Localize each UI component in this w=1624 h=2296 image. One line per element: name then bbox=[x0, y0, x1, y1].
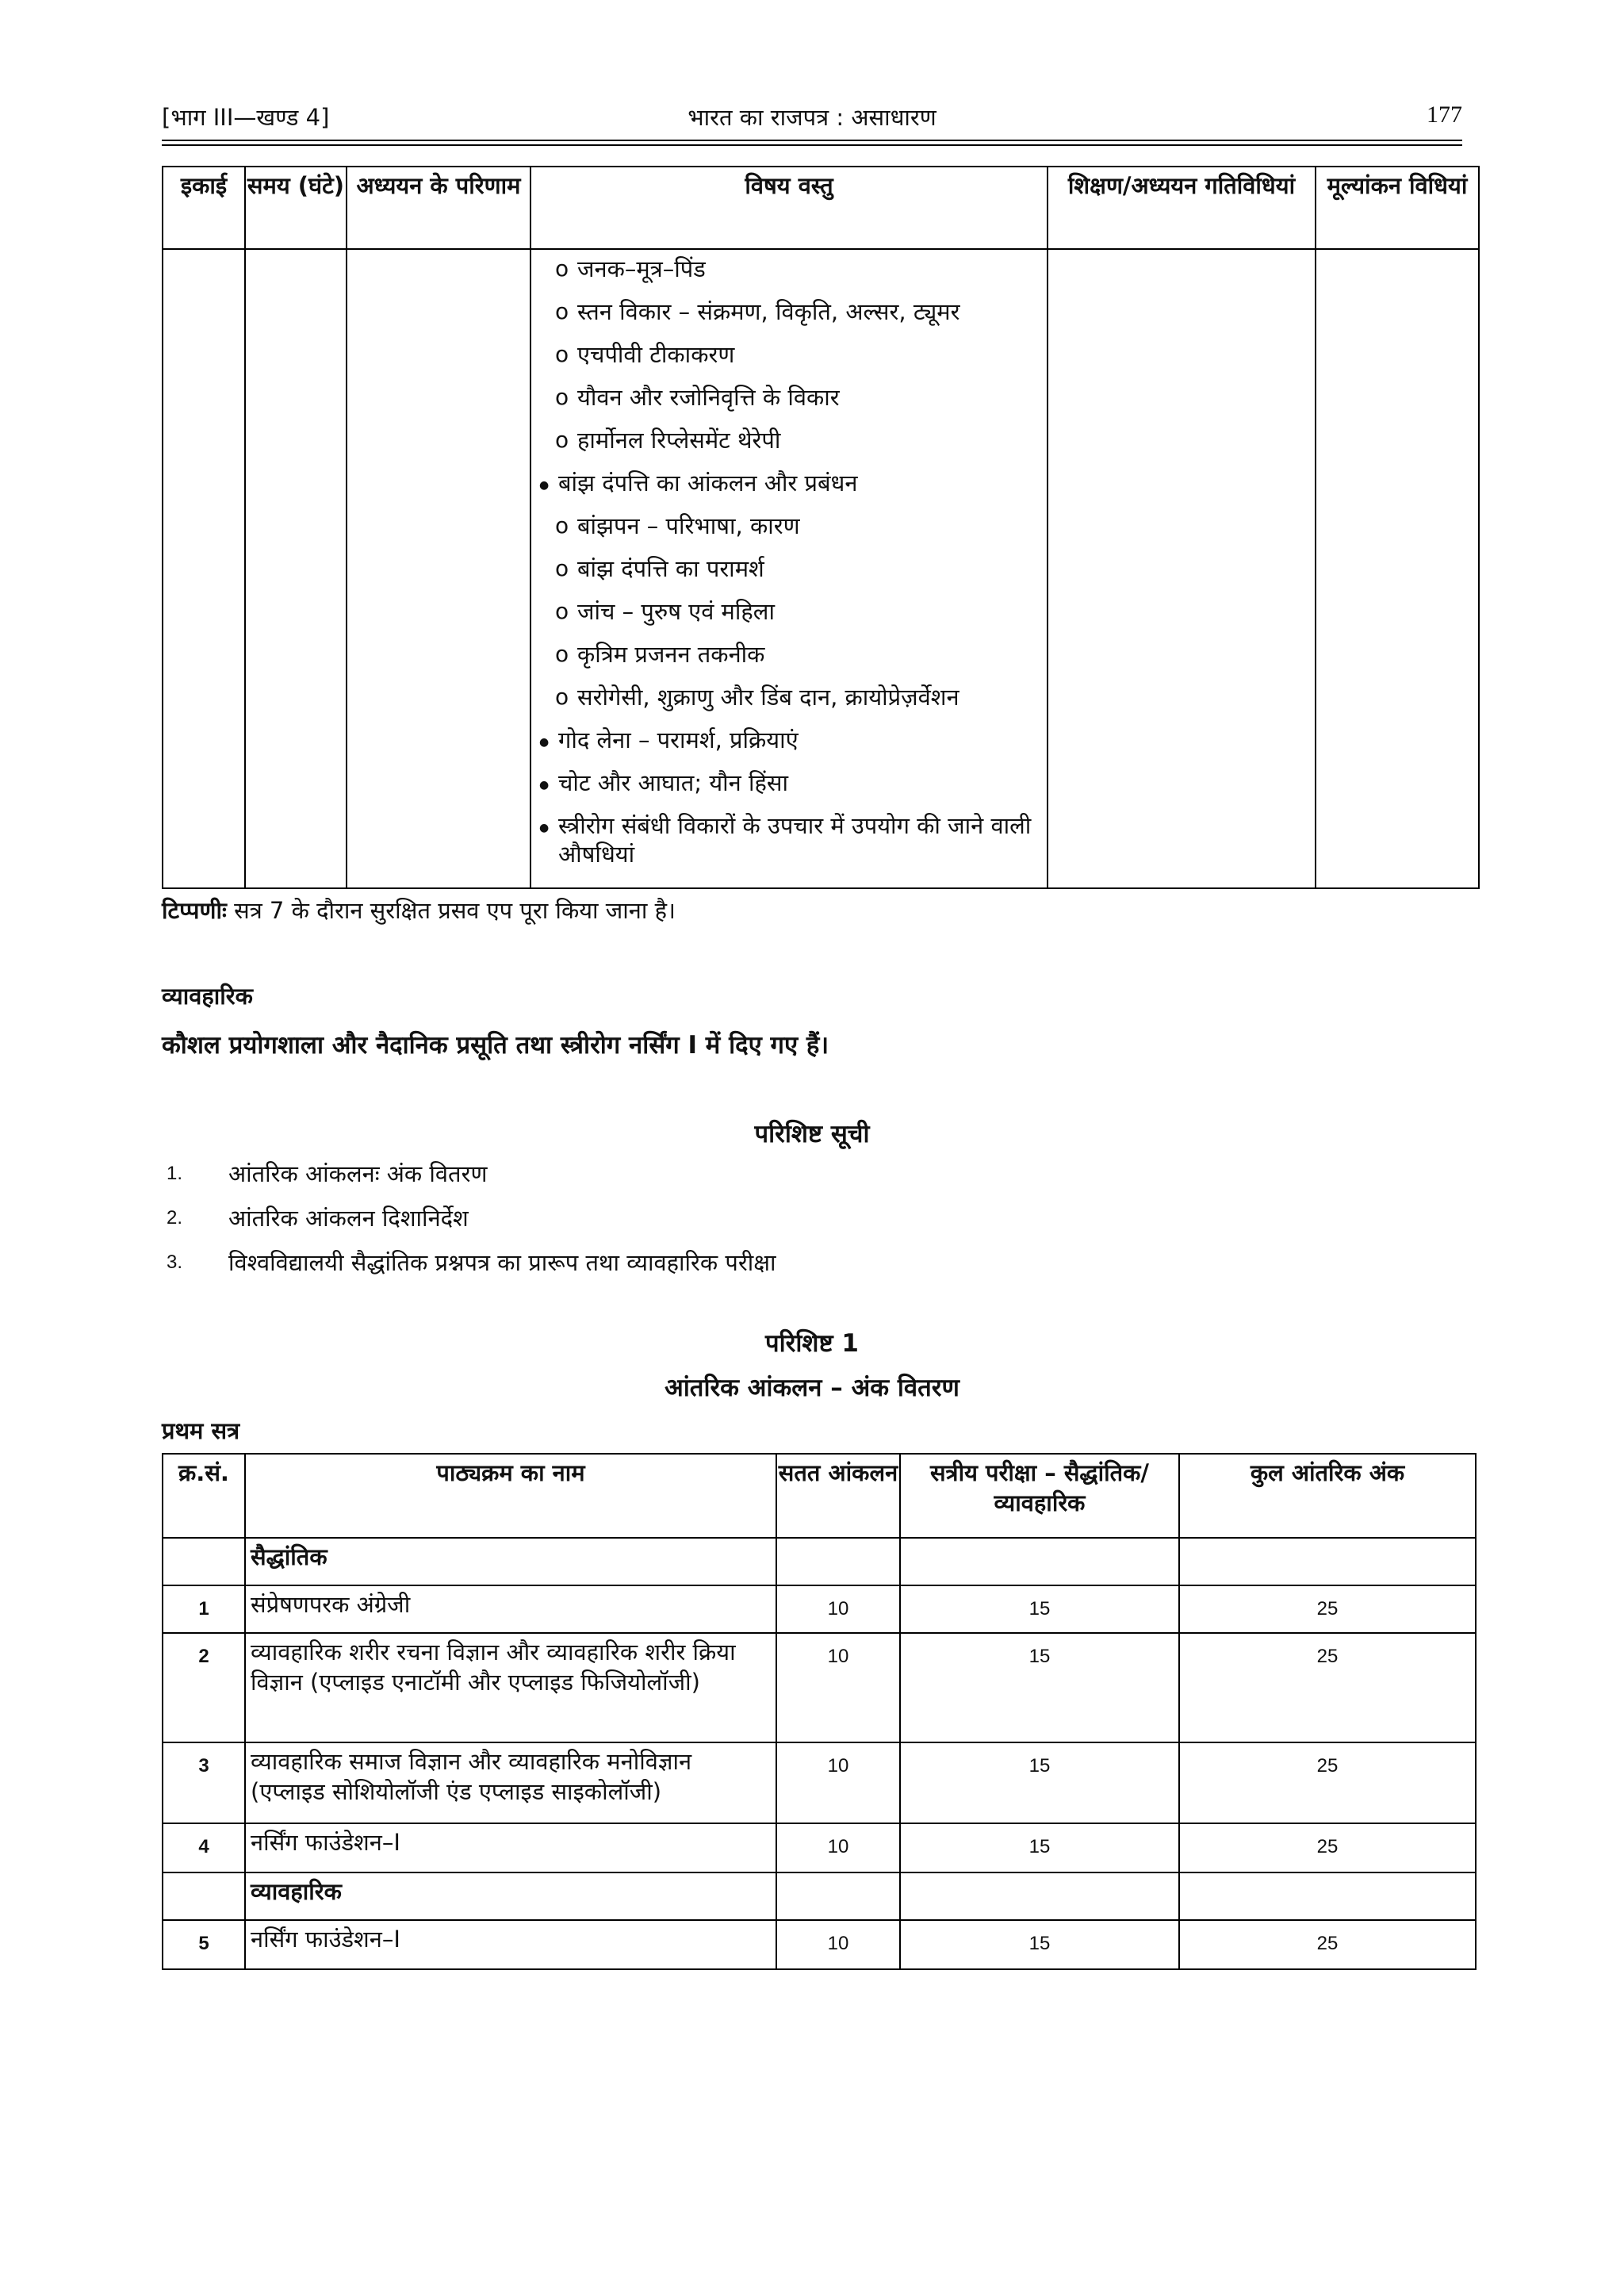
course-name-cell: व्यावहारिक समाज विज्ञान और व्यावहारिक मनोविज्ञान (एप्लाइड सोशियोलॉजी एंड एप्लाइड साइकोलॉजी) bbox=[245, 1742, 776, 1823]
header-part-section: [भाग III—खण्ड 4] bbox=[162, 104, 330, 131]
serial-cell: 3 bbox=[163, 1742, 245, 1823]
course-name-cell: नर्सिंग फाउंडेशन–I bbox=[245, 1920, 776, 1969]
activities-cell bbox=[1048, 249, 1316, 888]
col-header-sessional-exam: सत्रीय परीक्षा – सैद्धांतिक/व्यावहारिक bbox=[900, 1454, 1179, 1538]
table-row bbox=[163, 1742, 1476, 1823]
content-sub-item: o बांझ दंपत्ति का परामर्श bbox=[538, 554, 1040, 583]
empty-cell bbox=[900, 1538, 1179, 1585]
running-header bbox=[162, 102, 1462, 133]
total-marks-cell: 25 bbox=[1179, 1633, 1476, 1742]
content-sub-item: o हार्मोनल रिप्लेसमेंट थेरेपी bbox=[538, 426, 1040, 454]
col-header-unit: इकाई bbox=[163, 167, 245, 249]
continuous-assessment-cell: 10 bbox=[776, 1633, 900, 1742]
table-row bbox=[163, 1633, 1476, 1742]
unit-cell bbox=[163, 249, 245, 888]
section-label-practical: व्यावहारिक bbox=[245, 1872, 776, 1920]
table-row bbox=[163, 1823, 1476, 1872]
content-bullet-item: ● स्त्रीरोग संबंधी विकारों के उपचार में उपयोग की जाने वाली औषधियां bbox=[538, 811, 1040, 868]
course-name-cell: व्यावहारिक शरीर रचना विज्ञान और व्यावहारिक शरीर क्रिया विज्ञान (एप्लाइड एनाटॉमी और एप्लाइड फिजियोलॉजी) bbox=[245, 1633, 776, 1742]
empty-cell bbox=[776, 1872, 900, 1920]
empty-cell bbox=[1179, 1872, 1476, 1920]
col-header-continuous-assessment: सतत आंकलन bbox=[776, 1454, 900, 1538]
total-marks-cell: 25 bbox=[1179, 1742, 1476, 1823]
col-header-course-name: पाठ्यक्रम का नाम bbox=[245, 1454, 776, 1538]
content-bullet-item: ● चोट और आघात; यौन हिंसा bbox=[538, 769, 1040, 797]
empty-cell bbox=[163, 1538, 245, 1585]
content-sub-item: o बांझपन – परिभाषा, कारण bbox=[538, 512, 1040, 540]
empty-cell bbox=[776, 1538, 900, 1585]
content-sub-item: o जनक–मूत्र–पिंड bbox=[538, 255, 1040, 283]
col-header-total-internal: कुल आंतरिक अंक bbox=[1179, 1454, 1476, 1538]
continuous-assessment-cell: 10 bbox=[776, 1742, 900, 1823]
serial-cell: 4 bbox=[163, 1823, 245, 1872]
list-item-text: आंतरिक आंकलन दिशानिर्देश bbox=[228, 1205, 469, 1232]
practical-text: कौशल प्रयोगशाला और नैदानिक प्रसूति तथा स्त्रीरोग नर्सिंग I में दिए गए हैं। bbox=[162, 1031, 829, 1060]
col-header-content: विषय वस्तु bbox=[530, 167, 1048, 249]
section-row-theory bbox=[163, 1538, 1476, 1585]
content-bullet-item: ● बांझ दंपत्ति का आंकलन और प्रबंधन bbox=[538, 469, 1040, 497]
syllabus-header-row bbox=[163, 167, 1479, 249]
serial-cell: 2 bbox=[163, 1633, 245, 1742]
content-sub-item: o एचपीवी टीकाकरण bbox=[538, 340, 1040, 369]
continuous-assessment-cell: 10 bbox=[776, 1585, 900, 1633]
continuous-assessment-cell: 10 bbox=[776, 1920, 900, 1969]
practical-heading: व्यावहारिक bbox=[162, 983, 253, 1010]
col-header-assessment: मूल्यांकन विधियां bbox=[1316, 167, 1479, 249]
note bbox=[162, 895, 676, 926]
header-gazette-title: भारत का राजपत्र : असाधारण bbox=[688, 104, 936, 131]
list-item-text: विश्वविद्यालयी सैद्धांतिक प्रश्नपत्र का प्रारूप तथा व्यावहारिक परीक्षा bbox=[228, 1249, 776, 1276]
marks-header-row bbox=[163, 1454, 1476, 1538]
outcomes-cell bbox=[347, 249, 530, 888]
table-row bbox=[163, 1920, 1476, 1969]
col-header-outcomes: अध्ययन के परिणाम bbox=[347, 167, 530, 249]
time-cell bbox=[245, 249, 347, 888]
empty-cell bbox=[900, 1872, 1179, 1920]
note-text: सत्र 7 के दौरान सुरक्षित प्रसव एप पूरा किया जाना है। bbox=[226, 897, 676, 924]
content-sub-item: o स्तन विकार – संक्रमण, विकृति, अल्सर, ट्यूमर bbox=[538, 297, 1040, 326]
sessional-exam-cell: 15 bbox=[900, 1633, 1179, 1742]
continuous-assessment-cell: 10 bbox=[776, 1823, 900, 1872]
marks-table bbox=[162, 1453, 1477, 1970]
sessional-exam-cell: 15 bbox=[900, 1742, 1179, 1823]
col-header-time: समय (घंटे) bbox=[245, 167, 347, 249]
serial-cell: 1 bbox=[163, 1585, 245, 1633]
col-header-serial: क्र.सं. bbox=[163, 1454, 245, 1538]
assessment-cell bbox=[1316, 249, 1479, 888]
appendix-title: परिशिष्ट 1 bbox=[765, 1329, 859, 1358]
total-marks-cell: 25 bbox=[1179, 1823, 1476, 1872]
syllabus-content-row bbox=[163, 249, 1479, 888]
content-sub-item: o सरोगेसी, शुक्राणु और डिंब दान, क्रायोप्रेज़र्वेशन bbox=[538, 683, 1040, 711]
list-item-number: 1. bbox=[167, 1163, 183, 1184]
sessional-exam-cell: 15 bbox=[900, 1823, 1179, 1872]
list-item-number: 2. bbox=[167, 1207, 183, 1228]
syllabus-table bbox=[162, 166, 1480, 889]
course-name-cell: नर्सिंग फाउंडेशन–I bbox=[245, 1823, 776, 1872]
content-sub-item: o कृत्रिम प्रजनन तकनीक bbox=[538, 640, 1040, 669]
appendix-subtitle: आंतरिक आंकलन – अंक वितरण bbox=[665, 1374, 959, 1402]
empty-cell bbox=[163, 1872, 245, 1920]
header-rule-double bbox=[162, 144, 1462, 146]
note-label: टिप्पणीः bbox=[162, 897, 227, 924]
page-number: 177 bbox=[1427, 102, 1462, 128]
sessional-exam-cell: 15 bbox=[900, 1585, 1179, 1633]
content-bullet-item: ● गोद लेना – परामर्श, प्रक्रियाएं bbox=[538, 726, 1040, 754]
appendix-list-heading: परिशिष्ट सूची bbox=[754, 1120, 870, 1148]
header-rule bbox=[162, 140, 1462, 141]
content-cell bbox=[530, 249, 1048, 888]
section-label-theory: सैद्धांतिक bbox=[245, 1538, 776, 1585]
serial-cell: 5 bbox=[163, 1920, 245, 1969]
content-sub-item: o यौवन और रजोनिवृत्ति के विकार bbox=[538, 383, 1040, 412]
list-item-text: आंतरिक आंकलनः अंक वितरण bbox=[228, 1160, 488, 1187]
course-name-cell: संप्रेषणपरक अंग्रेजी bbox=[245, 1585, 776, 1633]
section-row-practical bbox=[163, 1872, 1476, 1920]
col-header-activities: शिक्षण/अध्ययन गतिविधियां bbox=[1048, 167, 1316, 249]
list-item-number: 3. bbox=[167, 1251, 183, 1273]
empty-cell bbox=[1179, 1538, 1476, 1585]
content-sub-item: o जांच – पुरुष एवं महिला bbox=[538, 597, 1040, 626]
total-marks-cell: 25 bbox=[1179, 1920, 1476, 1969]
sessional-exam-cell: 15 bbox=[900, 1920, 1179, 1969]
table-row bbox=[163, 1585, 1476, 1633]
total-marks-cell: 25 bbox=[1179, 1585, 1476, 1633]
semester-label: प्रथम सत्र bbox=[162, 1417, 240, 1444]
